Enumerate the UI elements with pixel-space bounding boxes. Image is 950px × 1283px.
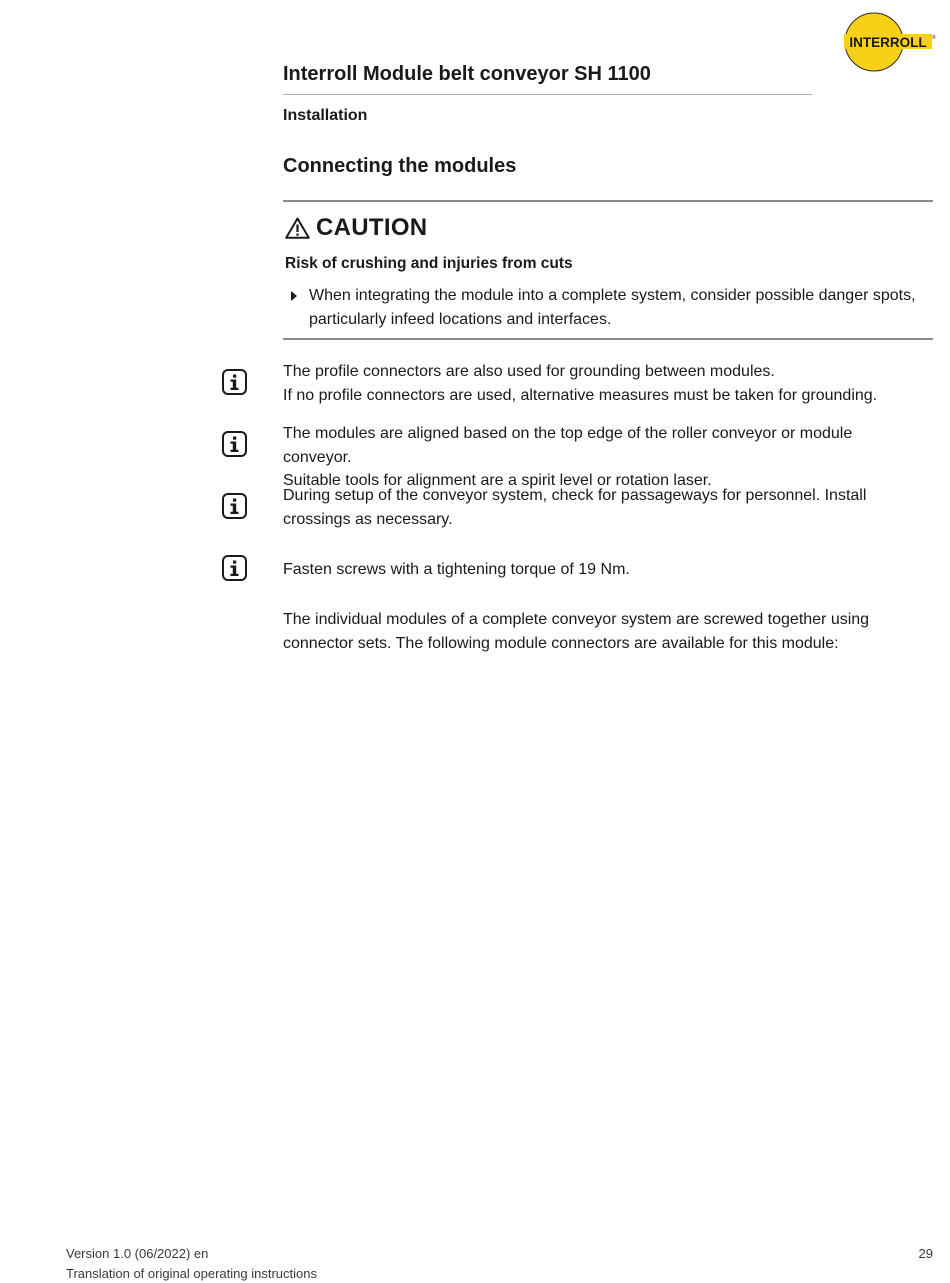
title-divider — [283, 94, 812, 95]
info-note-line: The profile connectors are also used for grounding between modules. — [283, 363, 775, 380]
info-note — [283, 360, 923, 407]
info-note — [283, 422, 923, 493]
info-icon — [222, 555, 247, 581]
caution-list-item — [291, 284, 921, 331]
info-note — [283, 484, 923, 531]
caution-box — [283, 200, 933, 340]
caution-header — [285, 214, 427, 242]
info-note — [283, 558, 923, 582]
info-note-line: During setup of the conveyor system, check for passageways for personnel. Install crossings as necessary. — [283, 487, 867, 528]
bullet-arrow-icon — [291, 291, 297, 301]
body-paragraph: The individual modules of a complete conveyor system are screwed together using connector sets. The following module connectors are available for this module: — [283, 611, 870, 652]
logo-wordmark: INTERROLL — [849, 35, 927, 50]
interroll-logo — [843, 12, 935, 72]
footer-version: Version 1.0 (06/2022) en — [66, 1246, 209, 1261]
caution-subtitle: Risk of crushing and injuries from cuts — [285, 255, 573, 272]
page-heading: Connecting the modules — [283, 155, 517, 177]
footer-translation-note: Translation of original operating instructions — [66, 1266, 317, 1281]
document-title: Interroll Module belt conveyor SH 1100 — [283, 63, 651, 85]
warning-triangle-icon — [285, 217, 310, 239]
info-icon — [222, 369, 247, 395]
caution-item-text: When integrating the module into a complete system, consider possible danger spots, particularly infeed locations and interfaces. — [309, 287, 916, 328]
info-note-line: If no profile connectors are used, alternative measures must be taken for grounding. — [283, 386, 878, 404]
caution-title: CAUTION — [316, 214, 428, 241]
info-note-line: The modules are aligned based on the top edge of the roller conveyor or module conveyor. — [283, 425, 853, 466]
section-label: Installation — [283, 107, 368, 124]
info-note-line: Fasten screws with a tightening torque of 19 Nm. — [283, 561, 630, 578]
svg-text:®: ® — [932, 35, 936, 41]
page-number: 29 — [918, 1246, 933, 1261]
info-icon — [222, 493, 247, 519]
info-icon — [222, 431, 247, 457]
info-note-line: Suitable tools for alignment are a spirit level or rotation laser. — [283, 472, 712, 489]
